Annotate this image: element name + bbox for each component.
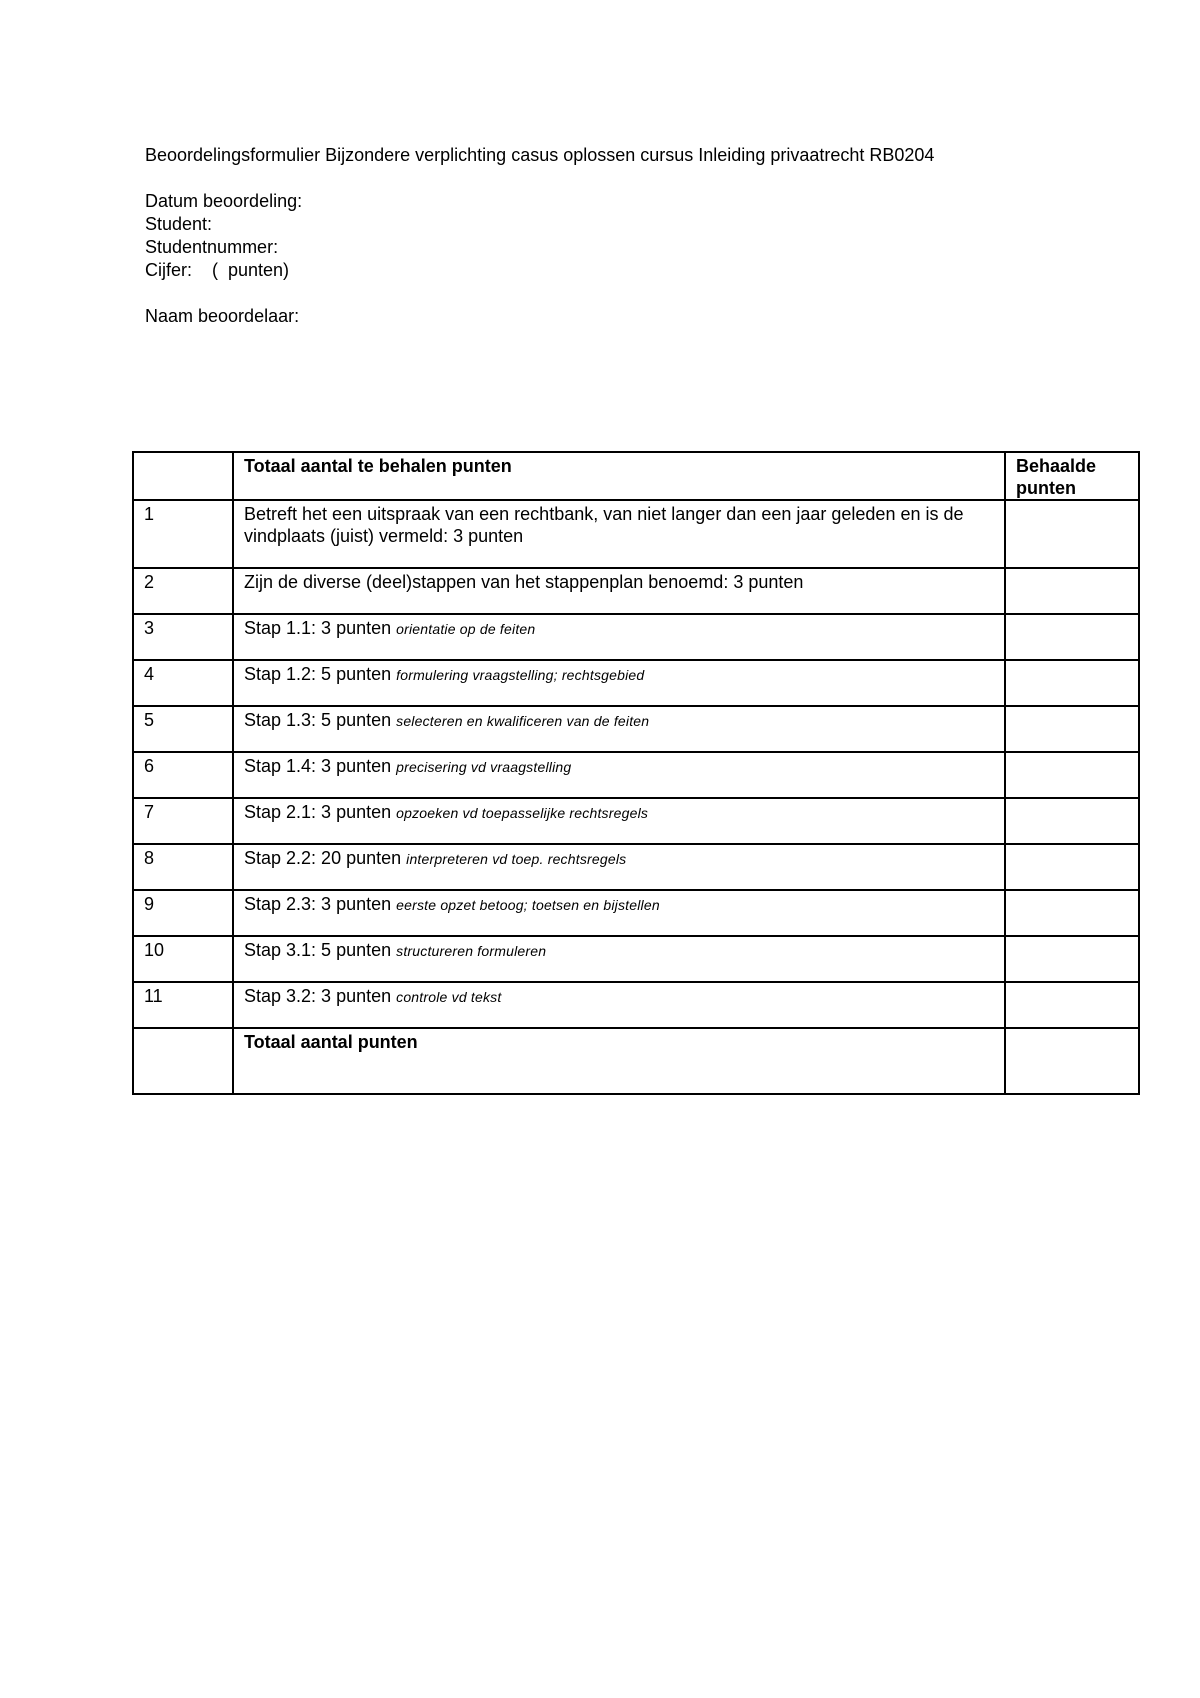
row-subtitle: interpreteren vd toep. rechtsregels — [406, 851, 627, 867]
row-subtitle: formulering vraagstelling; rechtsgebied — [396, 667, 645, 683]
row-points-field[interactable] — [1005, 890, 1139, 936]
row-subtitle: precisering vd vraagstelling — [396, 759, 572, 775]
studentnummer-label: Studentnummer: — [145, 237, 279, 257]
table-row — [133, 752, 1139, 798]
table-row — [133, 936, 1139, 982]
row-description: Stap 3.1: 5 punten structureren formuleren — [233, 936, 1005, 982]
row-description: Stap 1.2: 5 punten formulering vraagstelling; rechtsgebied — [233, 660, 1005, 706]
row-subtitle: selecteren en kwalificeren van de feiten — [396, 713, 650, 729]
table-row — [133, 614, 1139, 660]
row-subtitle: opzoeken vd toepasselijke rechtsregels — [396, 805, 649, 821]
row-number: 1 — [133, 500, 233, 568]
row-description: Zijn de diverse (deel)stappen van het stappenplan benoemd: 3 punten — [233, 568, 1005, 614]
table-row — [133, 982, 1139, 1028]
student-label: Student: — [145, 214, 213, 234]
row-subtitle: structureren formuleren — [396, 943, 547, 959]
row-points-field[interactable] — [1005, 568, 1139, 614]
row-points-field[interactable] — [1005, 706, 1139, 752]
row-subtitle: orientatie op de feiten — [396, 621, 536, 637]
table-row — [133, 500, 1139, 568]
total-points-field[interactable] — [1005, 1028, 1139, 1094]
table-row — [133, 706, 1139, 752]
row-number: 8 — [133, 844, 233, 890]
row-subtitle: controle vd tekst — [396, 989, 502, 1005]
header-nr-cell — [133, 452, 233, 500]
row-number: 5 — [133, 706, 233, 752]
cijfer-label: Cijfer: ( punten) — [145, 260, 290, 280]
row-number: 2 — [133, 568, 233, 614]
row-description: Betreft het een uitspraak van een rechtbank, van niet langer dan een jaar geleden en is de vindplaats (juist) vermeld: 3 punten — [233, 500, 1005, 568]
row-points-field[interactable] — [1005, 500, 1139, 568]
form-header — [145, 144, 1145, 328]
row-number: 3 — [133, 614, 233, 660]
row-points-field[interactable] — [1005, 982, 1139, 1028]
row-subtitle: eerste opzet betoog; toetsen en bijstellen — [396, 897, 660, 913]
row-points-field[interactable] — [1005, 660, 1139, 706]
datum-beoordeling-label: Datum beoordeling: — [145, 191, 303, 211]
row-number: 10 — [133, 936, 233, 982]
row-number: 9 — [133, 890, 233, 936]
header-desc-cell: Totaal aantal te behalen punten — [233, 452, 1005, 500]
table-total-row — [133, 1028, 1139, 1094]
table-row — [133, 798, 1139, 844]
total-nr-cell — [133, 1028, 233, 1094]
document-title: Beoordelingsformulier Bijzondere verplichting casus oplossen cursus Inleiding privaatrecht RB0204 — [145, 145, 935, 165]
row-description: Stap 3.2: 3 punten controle vd tekst — [233, 982, 1005, 1028]
row-description: Stap 2.2: 20 punten interpreteren vd toep. rechtsregels — [233, 844, 1005, 890]
row-number: 6 — [133, 752, 233, 798]
row-description: Stap 1.4: 3 punten precisering vd vraagstelling — [233, 752, 1005, 798]
row-points-field[interactable] — [1005, 798, 1139, 844]
table-row — [133, 890, 1139, 936]
total-label-cell: Totaal aantal punten — [233, 1028, 1005, 1094]
row-points-field[interactable] — [1005, 844, 1139, 890]
table-header-row — [133, 452, 1139, 500]
beoordelaar-label: Naam beoordelaar: — [145, 306, 300, 326]
row-number: 4 — [133, 660, 233, 706]
row-description: Stap 2.1: 3 punten opzoeken vd toepasselijke rechtsregels — [233, 798, 1005, 844]
row-number: 7 — [133, 798, 233, 844]
table-row — [133, 568, 1139, 614]
row-points-field[interactable] — [1005, 936, 1139, 982]
row-points-field[interactable] — [1005, 752, 1139, 798]
row-number: 11 — [133, 982, 233, 1028]
row-points-field[interactable] — [1005, 614, 1139, 660]
row-description: Stap 1.1: 3 punten orientatie op de feiten — [233, 614, 1005, 660]
table-row — [133, 844, 1139, 890]
row-description: Stap 2.3: 3 punten eerste opzet betoog; toetsen en bijstellen — [233, 890, 1005, 936]
row-description: Stap 1.3: 5 punten selecteren en kwalificeren van de feiten — [233, 706, 1005, 752]
header-points-cell: Behaalde punten — [1005, 452, 1139, 500]
table-row — [133, 660, 1139, 706]
grading-table — [132, 451, 1140, 1095]
